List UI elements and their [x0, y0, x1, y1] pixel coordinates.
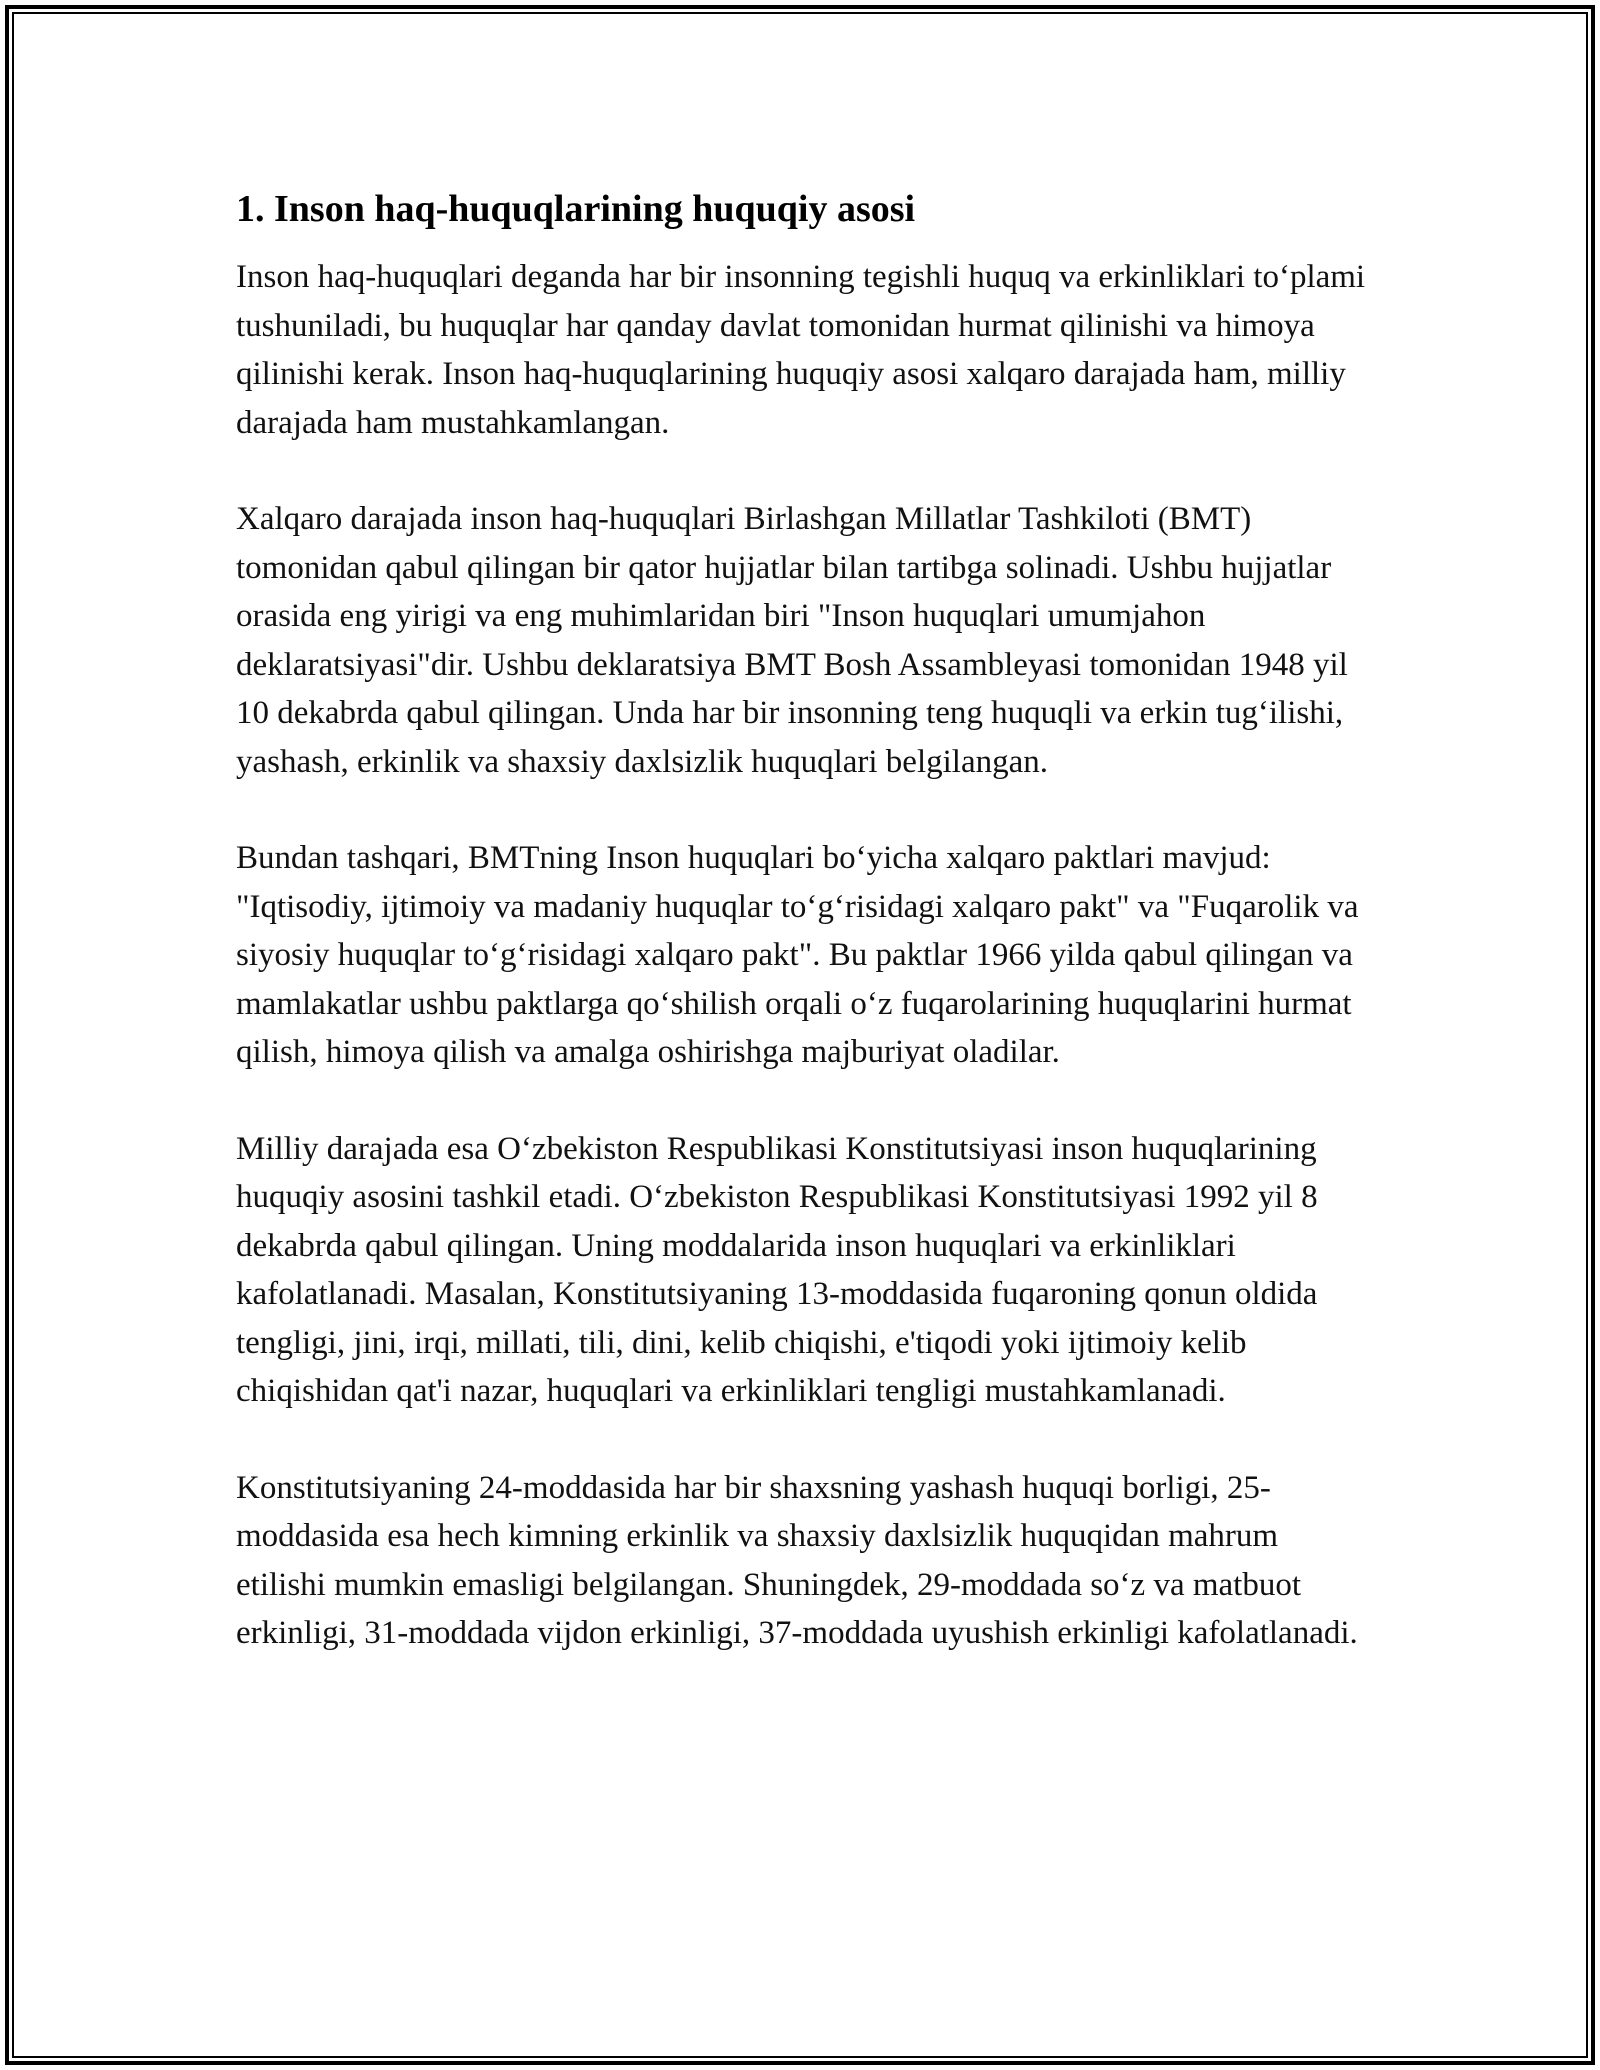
document-body: [236, 185, 1376, 1706]
paragraph-national: Milliy darajada esa O‘zbekiston Respublikasi Konstitutsiyasi inson huquqlarining huquqiy asosini tashkil etadi. O‘zbekiston Respublikasi Konstitutsiyasi 1992 yil 8 dekabrda qabul qilingan. Uning moddalarida inson huquqlari va erkinliklari kafolatlanadi. Masalan, Konstitutsiyaning 13-moddasida fuqaroning qonun oldida tengligi, jini, irqi, millati, tili, dini, kelib chiqishi, e'tiqodi yoki ijtimoiy kelib chiqishidan qat'i nazar, huquqlari va erkinliklari tengligi mustahkamlanadi.: [236, 1130, 1318, 1409]
paragraph-constitution-articles: Konstitutsiyaning 24-moddasida har bir shaxsning yashash huquqi borligi, 25-moddasida esa hech kimning erkinlik va shaxsiy daxlsizlik huquqidan mahrum etilishi mumkin emasligi belgilangan. Shuningdek, 29-moddada so‘z va matbuot erkinligi, 31-moddada vijdon erkinligi, 37-moddada uyushish erkinligi kafolatlanadi.: [236, 1469, 1358, 1651]
section-heading: 1. Inson haq-huquqlarining huquqiy asosi: [236, 188, 916, 230]
paragraph-covenants: Bundan tashqari, BMTning Inson huquqlari bo‘yicha xalqaro paktlari mavjud: "Iqtisodiy, ijtimoiy va madaniy huquqlar to‘g‘risidagi xalqaro pakt" va "Fuqarolik va siyosiy huquqlar to‘g‘risidagi xalqaro pakt". Bu paktlar 1966 yilda qabul qilingan va mamlakatlar ushbu paktlarga qo‘shilish orqali o‘z fuqarolarining huquqlarini hurmat qilish, himoya qilish va amalga oshirishga majburiyat oladilar.: [236, 840, 1359, 1070]
paragraph-intro: Inson haq-huquqlari deganda har bir insonning tegishli huquq va erkinliklari to‘plami tushuniladi, bu huquqlar har qanday davlat tomonidan hurmat qilinishi va himoya qilinishi kerak. Inson haq-huquqlarining huquqiy asosi xalqaro darajada ham, milliy darajada ham mustahkamlangan.: [236, 259, 1366, 441]
paragraph-international: Xalqaro darajada inson haq-huquqlari Birlashgan Millatlar Tashkiloti (BMT) tomonidan qabul qilingan bir qator hujjatlar bilan tartibga solinadi. Ushbu hujjatlar orasida eng yirigi va eng muhimlaridan biri "Inson huquqlari umumjahon deklaratsiyasi"dir. Ushbu deklaratsiya BMT Bosh Assambleyasi tomonidan 1948 yil 10 dekabrda qabul qilingan. Unda har bir insonning teng huquqli va erkin tug‘ilishi, yashash, erkinlik va shaxsiy daxlsizlik huquqlari belgilangan.: [236, 501, 1348, 780]
